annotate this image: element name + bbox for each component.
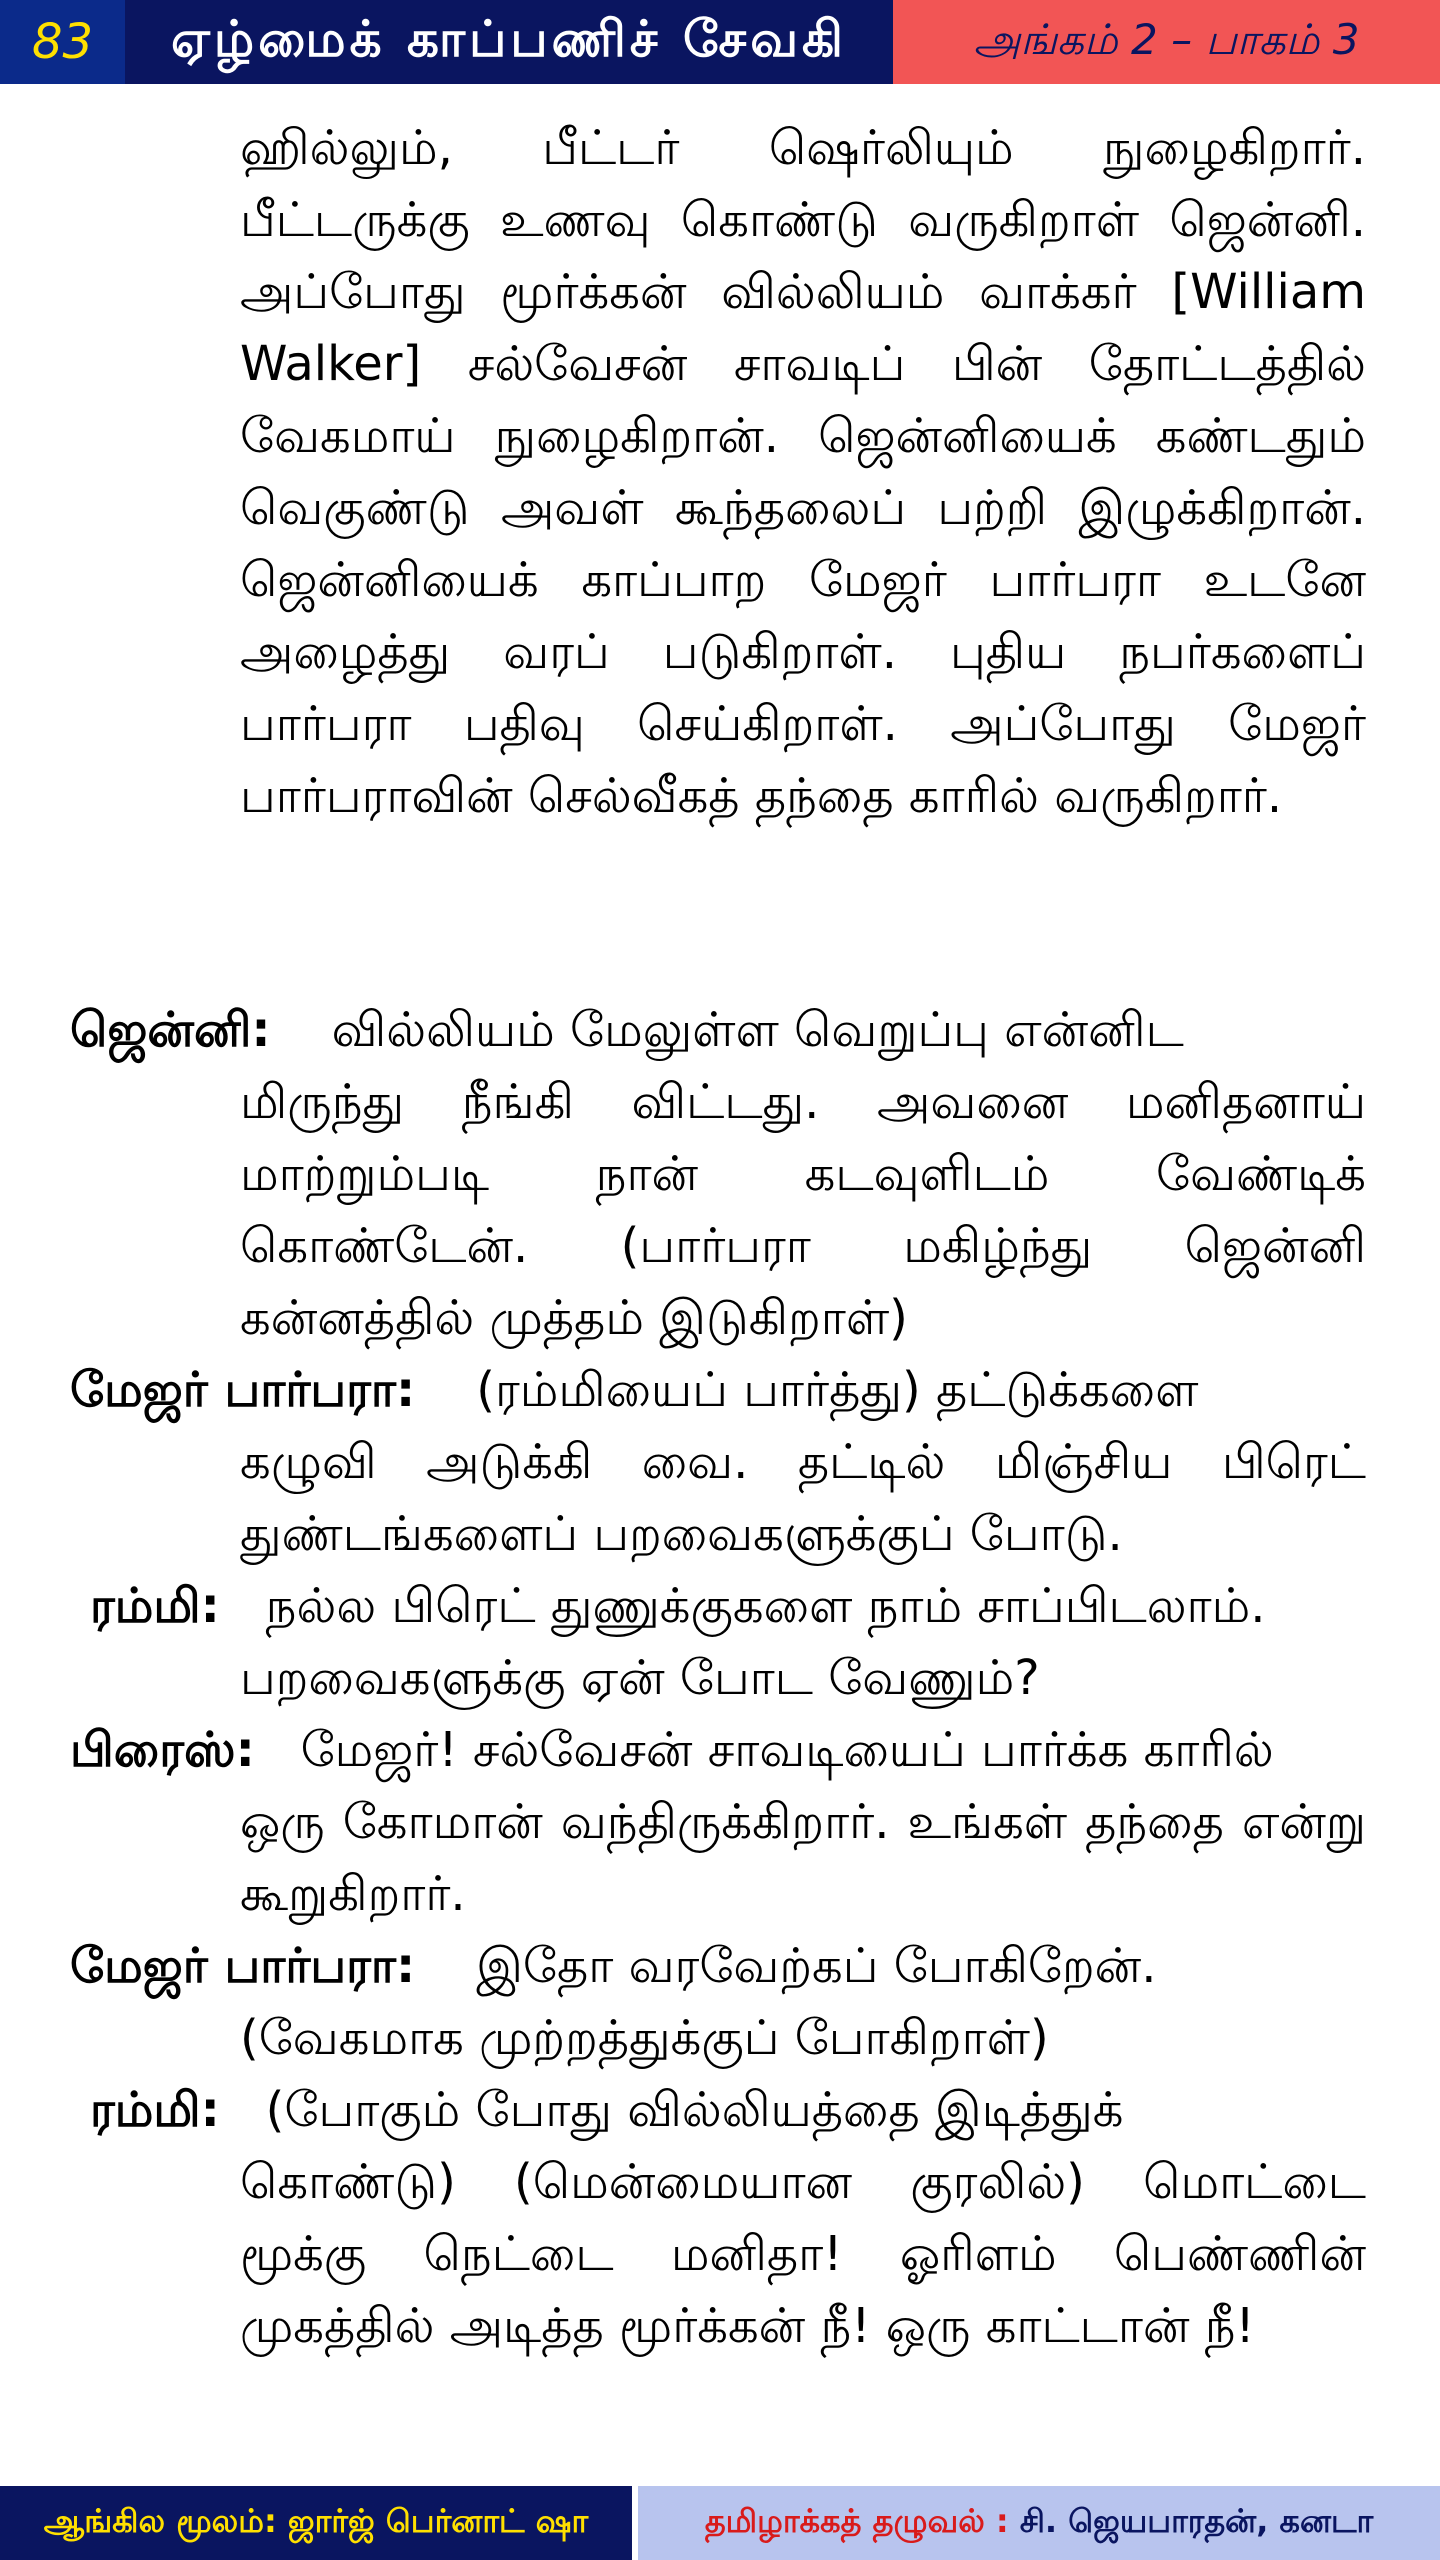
dialogue-entry <box>70 1354 1366 1570</box>
dialogue-line: நல்ல பிரெட் துணுக்குகளை நாம் சாப்பிடலாம். <box>265 1578 1266 1634</box>
dialogue-continuation: கழுவி அடுக்கி வை. தட்டில் மிஞ்சிய பிரெட் துண்டங்களைப் பறவைகளுக்குப் போடு. <box>240 1434 1366 1562</box>
translator-credit <box>638 2486 1440 2560</box>
speaker-name: ரம்மி: <box>90 1578 220 1634</box>
dialogue-line: (ரம்மியைப் பார்த்து) தட்டுக்களை <box>476 1362 1199 1418</box>
dialogue-continuation: (வேகமாக முற்றத்துக்குப் போகிறாள்) <box>240 2010 1049 2066</box>
dialogue-entry <box>70 2074 1366 2362</box>
dialogue-entry <box>70 1570 1366 1714</box>
dialogue-line: இதோ வரவேற்கப் போகிறேன். <box>476 1938 1157 1994</box>
dialogue-continuation: மிருந்து நீங்கி விட்டது. அவனை மனிதனாய் மாற்றும்படி நான் கடவுளிடம் வேண்டிக் கொண்டேன். (பார்பரா மகிழ்ந்து ஜென்னி கன்னத்தில் முத்தம் இடுகிறாள்) <box>240 1074 1366 1346</box>
dialogue-continuation: ஒரு கோமான் வந்திருக்கிறார். உங்கள் தந்தை என்று கூறுகிறார். <box>240 1794 1366 1922</box>
dialogue-entry <box>70 994 1366 1354</box>
page-number: 83 <box>0 0 125 84</box>
speaker-name: பிரைஸ்: <box>70 1722 255 1778</box>
act-section-label: அங்கம் 2 – பாகம் 3 <box>893 0 1440 84</box>
dialogue-line: வில்லியம் மேலுள்ள வெறுப்பு என்னிட <box>331 1002 1184 1058</box>
translator-name: சி. ஜெயபாரதன், கனடா <box>1019 2502 1374 2540</box>
dialogue-continuation: கொண்டு) (மென்மையான குரலில்) மொட்டை மூக்கு நெட்டை மனிதா! ஓரிளம் பெண்ணின் முகத்தில் அடித்த மூர்க்கன் நீ! ஒரு காட்டான் நீ! <box>240 2154 1366 2354</box>
page-footer <box>0 2486 1440 2560</box>
book-title: ஏழ்மைக் காப்பணிச் சேவகி <box>125 0 893 84</box>
speaker-name: மேஜர் பார்பரா: <box>70 1362 416 1418</box>
speaker-name: மேஜர் பார்பரா: <box>70 1938 416 1994</box>
translator-label: தமிழாக்கத் தழுவல் : <box>704 2502 1009 2540</box>
speaker-name: ரம்மி: <box>90 2082 220 2138</box>
dialogue-entry <box>70 1930 1366 2074</box>
dialogue-continuation: பறவைகளுக்கு ஏன் போட வேணும்? <box>240 1650 1040 1706</box>
dialogue-line: மேஜர்! சல்வேசன் சாவடியைப் பார்க்க காரில் <box>300 1722 1274 1778</box>
page-header <box>0 0 1440 84</box>
speaker-name: ஜென்னி: <box>70 1002 271 1058</box>
dialogue-entry <box>70 1714 1366 1930</box>
stage-direction-paragraph: ஹில்லும், பீட்டர் ஷெர்லியும் நுழைகிறார். பீட்டருக்கு உணவு கொண்டு வருகிறாள் ஜென்னி. அப்போது மூர்க்கன் வில்லியம் வாக்கர் [William Walker] சல்வேசன் சாவடிப் பின் தோட்டத்தில் வேகமாய் நுழைகிறான். ஜென்னியைக் கண்டதும் வெகுண்டு அவள் கூந்தலைப் பற்றி இழுக்கிறான். ஜென்னியைக் காப்பாற மேஜர் பார்பரா உடனே அழைத்து வரப் படுகிறாள். புதிய நபர்களைப் பார்பரா பதிவு செய்கிறாள். அப்போது மேஜர் பார்பராவின் செல்வீகத் தந்தை காரில் வருகிறார். <box>240 120 1366 824</box>
dialogue-line: (போகும் போது வில்லியத்தை இடித்துக் <box>265 2082 1124 2138</box>
original-author-credit: ஆங்கில மூலம்: ஜார்ஜ் பெர்னாட் ஷா <box>0 2486 632 2560</box>
dialogue-block <box>70 994 1366 2362</box>
